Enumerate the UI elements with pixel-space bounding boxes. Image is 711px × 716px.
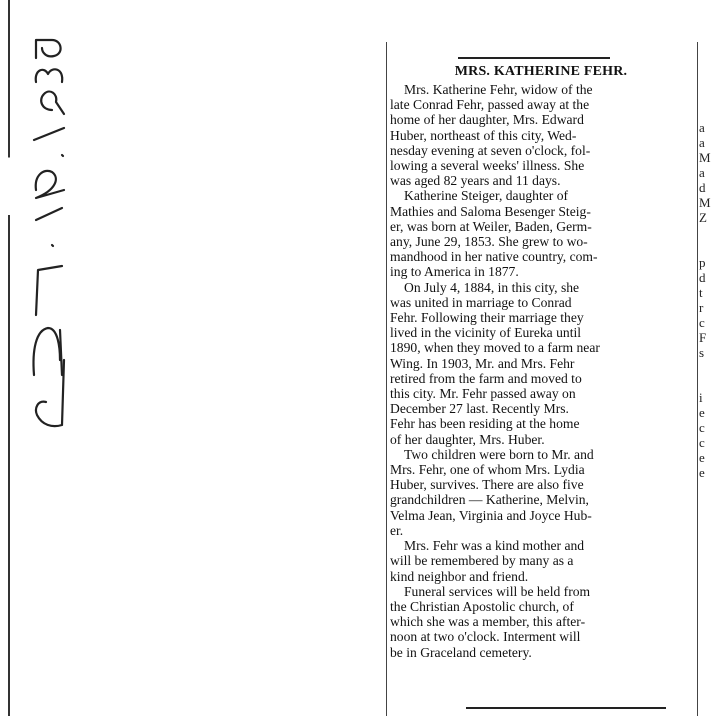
article-line: which she was a member, this after-	[390, 614, 586, 630]
adjacent-column-letter: e	[699, 450, 705, 465]
adjacent-column-letter: c	[699, 435, 705, 450]
column-rule-right	[697, 42, 698, 716]
article-paragraph	[390, 447, 692, 538]
article-line: be in Graceland cemetery.	[390, 644, 532, 660]
adjacent-column-letter: M	[699, 195, 711, 210]
article-line: Katherine Steiger, daughter of	[404, 188, 569, 204]
article-line: Huber, northeast of this city, Wed-	[390, 127, 577, 143]
article-line: ing to America in 1877.	[390, 264, 519, 280]
article-line: will be remembered by many as a	[390, 553, 574, 569]
adjacent-column-letter: e	[699, 465, 705, 480]
adjacent-column-letter	[699, 225, 709, 240]
adjacent-column-letter: s	[699, 345, 705, 360]
article-paragraph	[390, 538, 692, 584]
article-line: Fehr. Following their marriage they	[390, 310, 584, 326]
article-headline: MRS. KATHERINE FEHR.	[454, 64, 628, 79]
article-line: mandhood in her native country, com-	[390, 249, 598, 265]
adjacent-column-letter	[699, 360, 709, 375]
article-line: grandchildren — Katherine, Melvin,	[390, 492, 589, 508]
adjacent-column-letter: d	[699, 180, 706, 195]
adjacent-column-fragment	[699, 120, 709, 480]
article-line: Mrs. Fehr was a kind mother and	[404, 538, 585, 554]
adjacent-column-letter: e	[699, 405, 705, 420]
article-line: Wing. In 1903, Mr. and Mrs. Fehr	[390, 355, 575, 371]
article-paragraph	[390, 188, 692, 279]
article-line: kind neighbor and friend.	[390, 568, 529, 584]
article-line: lived in the vicinity of Eureka until	[390, 325, 582, 341]
handwritten-date-annotation	[22, 30, 82, 450]
article-line: retired from the farm and moved to	[390, 370, 582, 386]
adjacent-column-letter: c	[699, 315, 705, 330]
adjacent-column-letter: F	[699, 330, 707, 345]
article-line: Fehr has been residing at the home	[390, 416, 580, 432]
adjacent-column-letter: c	[699, 420, 705, 435]
article-line: noon at two o'clock. Interment will	[390, 629, 581, 645]
adjacent-column-letter: a	[699, 120, 705, 135]
article-separator-top	[458, 57, 610, 59]
article-line: Huber, survives. There are also five	[390, 477, 584, 493]
adjacent-column-letter: a	[699, 165, 705, 180]
adjacent-column-letter: d	[699, 270, 706, 285]
adjacent-column-letter: i	[699, 390, 703, 405]
article-paragraph	[390, 82, 692, 188]
article-line: home of her daughter, Mrs. Edward	[390, 112, 584, 128]
adjacent-column-letter	[699, 240, 709, 255]
article-separator-bottom	[466, 707, 666, 709]
adjacent-column-letter: p	[699, 255, 706, 270]
obituary-article	[390, 64, 692, 660]
adjacent-column-letter: t	[699, 285, 703, 300]
article-line: Two children were born to Mr. and	[404, 446, 594, 462]
article-line: er.	[390, 522, 404, 538]
article-line: Mrs. Katherine Fehr, widow of the	[404, 82, 593, 97]
adjacent-column-letter: Z	[699, 210, 707, 225]
article-line: Velma Jean, Virginia and Joyce Hub-	[390, 507, 592, 523]
column-rule-left	[386, 42, 387, 716]
article-line: any, June 29, 1853. She grew to wo-	[390, 234, 588, 250]
article-paragraph	[390, 584, 692, 660]
article-line: was aged 82 years and 11 days.	[390, 173, 561, 189]
article-line: 1890, when they moved to a farm near	[390, 340, 600, 356]
article-line: the Christian Apostolic church, of	[390, 598, 574, 614]
article-line: er, was born at Weiler, Baden, Germ-	[390, 218, 592, 234]
article-line: On July 4, 1884, in this city, she	[404, 279, 580, 295]
article-line: Funeral services will be held from	[404, 583, 591, 599]
page-edge-rule	[8, 0, 10, 716]
adjacent-column-letter: M	[699, 150, 711, 165]
article-line: this city. Mr. Fehr passed away on	[390, 386, 576, 402]
article-line: Mathies and Saloma Besenger Steig-	[390, 203, 591, 219]
article-line: lowing a several weeks' illness. She	[390, 158, 585, 174]
article-line: of her daughter, Mrs. Huber.	[390, 431, 545, 447]
article-line: nesday evening at seven o'clock, fol-	[390, 142, 591, 158]
article-line: December 27 last. Recently Mrs.	[390, 401, 569, 417]
article-line: Mrs. Fehr, one of whom Mrs. Lydia	[390, 462, 585, 478]
adjacent-column-letter: a	[699, 135, 705, 150]
article-line: was united in marriage to Conrad	[390, 294, 572, 310]
handwritten-date-drawing	[22, 30, 82, 450]
adjacent-column-letter: r	[699, 300, 704, 315]
article-line: late Conrad Fehr, passed away at the	[390, 97, 590, 113]
article-body	[390, 82, 692, 660]
adjacent-column-letter	[699, 375, 709, 390]
article-paragraph	[390, 280, 692, 447]
